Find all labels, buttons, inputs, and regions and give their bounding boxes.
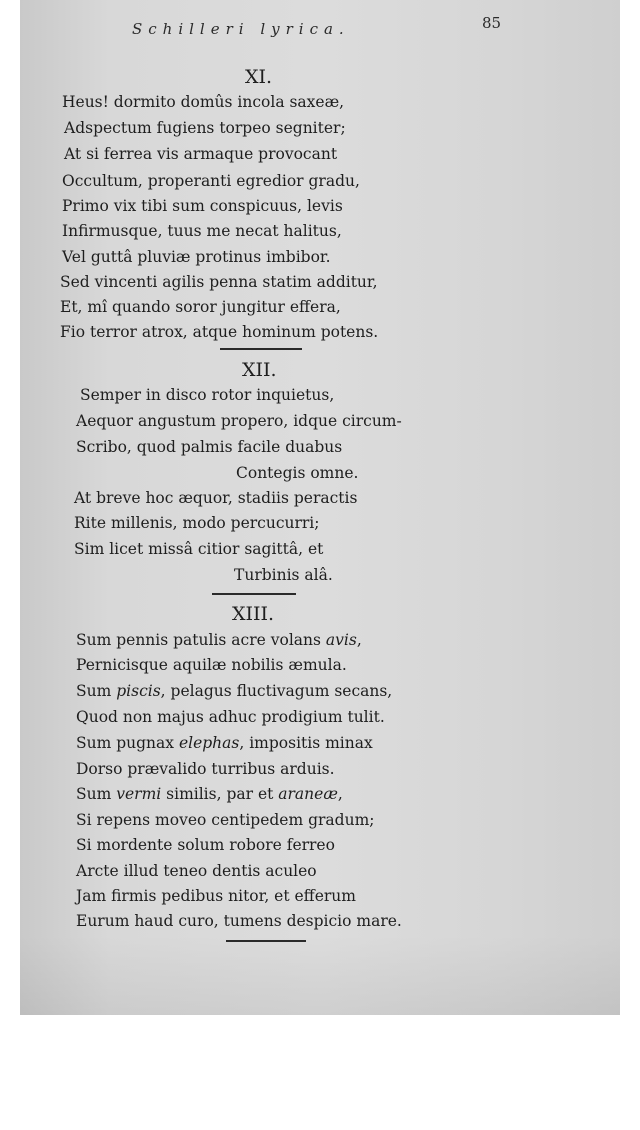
section-divider: [226, 940, 306, 942]
poem-line: At breve hoc æquor, stadiis peractis: [74, 489, 358, 507]
section-heading-xiii: XIII.: [232, 603, 275, 625]
running-head: Schilleri lyrica.: [132, 20, 350, 38]
poem-line: Semper in disco rotor inquietus,: [80, 386, 335, 404]
poem-line: Scribo, quod palmis facile duabus: [76, 438, 343, 456]
poem-line: Si mordente solum robore ferreo: [76, 836, 335, 854]
poem-line: At si ferrea vis armaque provocant: [64, 145, 338, 163]
poem-line: Sum vermi similis, par et araneæ,: [76, 785, 343, 803]
poem-line: Rite millenis, modo percucurri;: [74, 514, 320, 532]
poem-line: Sum pugnax elephas, impositis minax: [76, 734, 373, 752]
poem-line: Vel guttâ pluviæ protinus imbibor.: [62, 248, 331, 266]
poem-line: Eurum haud curo, tumens despicio mare.: [76, 912, 402, 930]
poem-line: Dorso prævalido turribus arduis.: [76, 760, 335, 778]
poem-line: Et, mî quando soror jungitur effera,: [60, 298, 341, 316]
poem-line: Si repens moveo centipedem gradum;: [76, 811, 375, 829]
section-heading-xi: XI.: [245, 66, 273, 88]
poem-line: Turbinis alâ.: [234, 566, 333, 584]
page-number: 85: [482, 14, 502, 32]
poem-line: Jam firmis pedibus nitor, et efferum: [76, 887, 356, 905]
poem-line: Adspectum fugiens torpeo segniter;: [64, 119, 346, 137]
section-divider: [212, 593, 296, 595]
poem-line: Arcte illud teneo dentis aculeo: [76, 862, 317, 880]
book-page: [20, 0, 620, 1015]
section-divider: [220, 348, 302, 350]
poem-line: Sed vincenti agilis penna statim additur,: [60, 273, 378, 291]
poem-line: Heus! dormito domûs incola saxeæ,: [62, 93, 345, 111]
poem-line: Contegis omne.: [236, 464, 359, 482]
poem-line: Occultum, properanti egredior gradu,: [62, 172, 360, 190]
poem-line: Quod non majus adhuc prodigium tulit.: [76, 708, 385, 726]
poem-line: Sum pennis patulis acre volans avis,: [76, 631, 362, 649]
poem-line: Fio terror atrox, atque hominum potens.: [60, 323, 379, 341]
poem-line: Sum piscis, pelagus fluctivagum secans,: [76, 682, 393, 700]
poem-line: Primo vix tibi sum conspicuus, levis: [62, 197, 343, 215]
poem-line: Infirmusque, tuus me necat halitus,: [62, 222, 342, 240]
poem-line: Sim licet missâ citior sagittâ, et: [74, 540, 324, 558]
poem-line: Aequor angustum propero, idque circum-: [76, 412, 402, 430]
poem-line: Pernicisque aquilæ nobilis æmula.: [76, 656, 347, 674]
section-heading-xii: XII.: [242, 359, 277, 381]
